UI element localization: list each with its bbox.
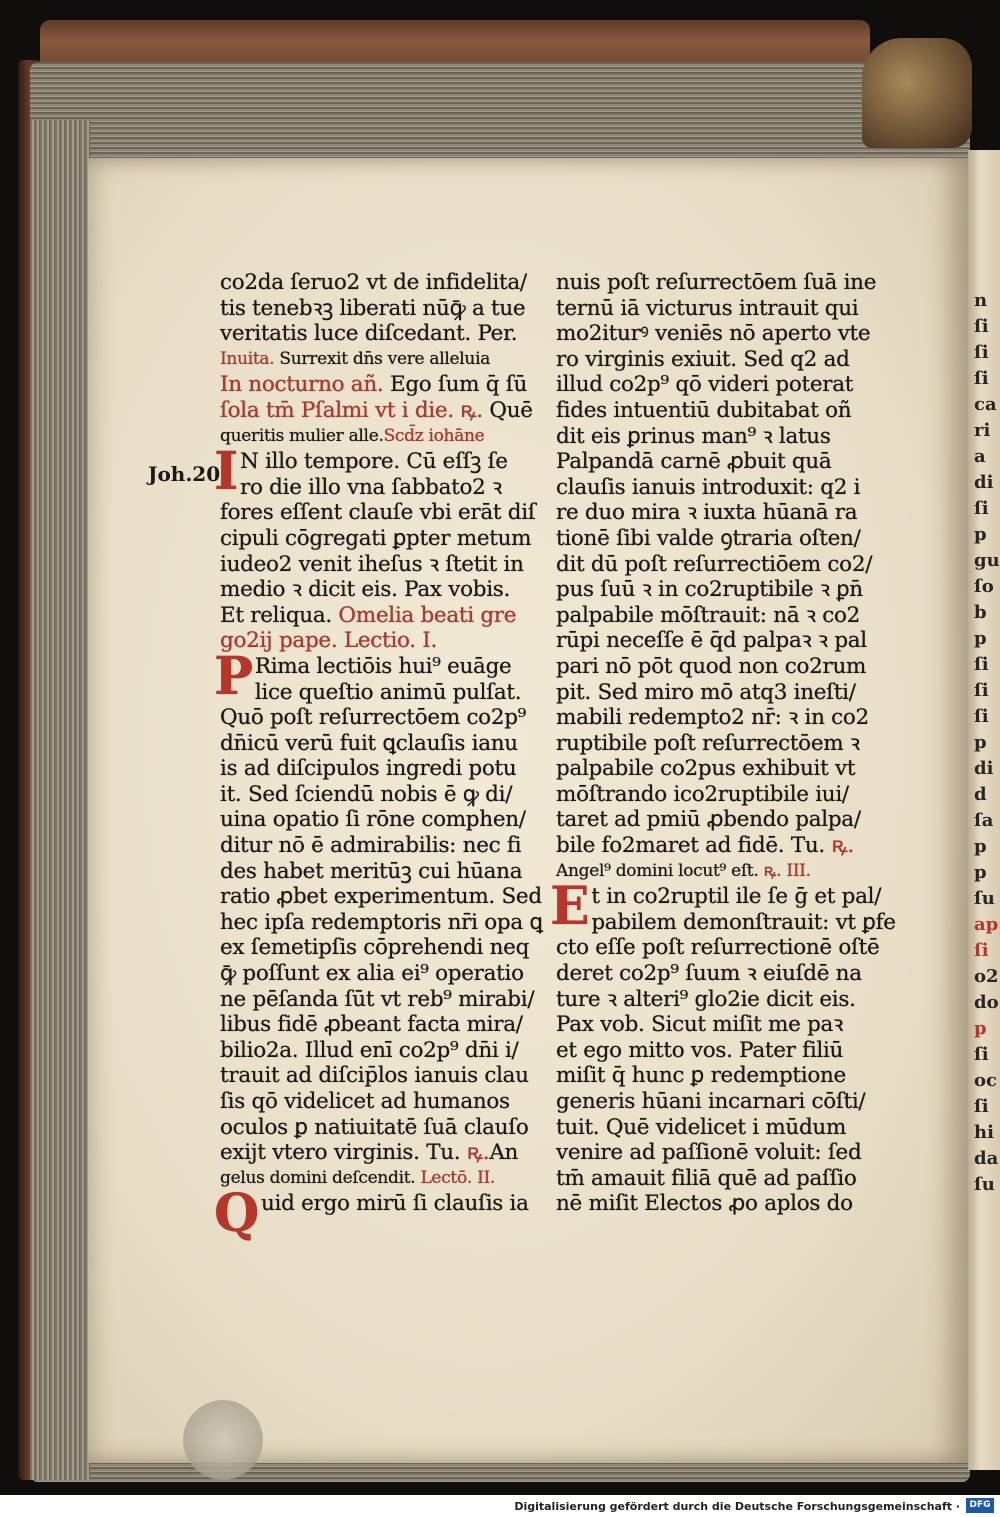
body-text: Pax vob. Sicut miſit me paꝛ <box>556 1012 843 1038</box>
facing-page-fragment: do <box>974 992 999 1013</box>
body-text: fores eſſent clauſe vbi erāt diſ <box>220 500 536 526</box>
text-line <box>556 321 881 347</box>
rubric-text: Inuita. <box>220 348 275 369</box>
footer-bar <box>0 1495 1000 1517</box>
text-line <box>556 833 881 859</box>
text-line <box>556 398 881 424</box>
body-text: cipuli cōgregati ꝑpter metum <box>220 525 532 551</box>
text-line <box>220 296 550 322</box>
facing-page-fragment: ſi <box>974 1096 989 1117</box>
text-line <box>556 859 881 885</box>
rubric-text: In nocturno añ. <box>220 372 384 398</box>
rubric-text: ꝶ. <box>824 833 854 859</box>
facing-page-fragment: p <box>974 628 987 649</box>
text-line <box>220 680 550 706</box>
facing-page-fragment: ſi <box>974 316 989 337</box>
body-text: Rima lectiōis hui⁹ euāge <box>254 653 512 679</box>
text-line <box>556 552 881 578</box>
facing-page-fragment: n <box>974 290 988 311</box>
facing-page-fragment: ſi <box>974 654 989 675</box>
drop-initial: P <box>214 645 253 707</box>
facing-page-fragment: b <box>974 602 987 623</box>
text-line <box>556 500 881 526</box>
text-line <box>220 321 550 347</box>
text-line <box>556 372 881 398</box>
body-text: rūpi neceſſe ē q̄d palpaꝛ ꝛ pal <box>556 628 867 654</box>
text-line <box>220 987 550 1013</box>
facing-page-fragment: oc <box>974 1070 997 1091</box>
text-line <box>556 807 881 833</box>
text-line <box>556 987 881 1013</box>
facing-page-fragment: di <box>974 472 994 493</box>
text-line <box>556 1038 881 1064</box>
body-text: veritatis luce diſcedant. Per. <box>220 321 518 347</box>
text-line <box>556 654 881 680</box>
text-line <box>556 1166 881 1192</box>
facing-page-fragment: hi <box>974 1122 994 1143</box>
text-line <box>556 475 881 501</box>
facing-page-fragment: ſi <box>974 940 989 961</box>
body-text: et ego mitto vos. Pater filiū <box>556 1037 844 1063</box>
facing-page-fragment: ſu <box>974 888 995 909</box>
facing-page-fragment: p <box>974 524 987 545</box>
body-text: ditur nō ē admirabilis: nec fi <box>220 833 522 859</box>
body-text: Surrexit dn̄s vere alleluia <box>274 348 491 369</box>
body-text: ratio ꝓbet experimentum. Sed <box>220 884 542 910</box>
body-text: medio ꝛ dicit eis. Pax vobis. <box>220 577 511 603</box>
text-line <box>220 424 550 450</box>
facing-page-fragment: ſi <box>974 1044 989 1065</box>
body-text: re duo mira ꝛ iuxta hūanā ra <box>556 500 858 526</box>
text-line <box>220 270 550 296</box>
facing-page-fragment: ſi <box>974 342 989 363</box>
facing-page-fragment: p <box>974 862 987 883</box>
text-line <box>220 1140 550 1166</box>
facing-page-fragment: o2 <box>974 966 999 987</box>
body-text: iudeo2 venit iheſus ꝛ ſtetit in <box>220 551 524 577</box>
body-text: mo2iturꝰ veniēs nō aperto vte <box>556 321 871 347</box>
body-text: ture ꝛ alteri⁹ glo2ie dicit eis. <box>556 986 856 1012</box>
body-text: ſis qō videlicet ad humanos <box>220 1089 510 1114</box>
text-line <box>556 296 881 322</box>
body-text: gelus domini deſcendit. <box>220 1167 416 1188</box>
facing-page-fragment: da <box>974 1148 999 1169</box>
text-line <box>556 1191 881 1217</box>
facing-page-fragment: di <box>974 758 994 779</box>
margin-note: Joh.20 <box>148 462 221 486</box>
body-text: Et reliqua. <box>220 602 332 628</box>
facing-page-fragment: ca <box>974 394 997 415</box>
body-text: taret ad pmiū ꝓbendo palpa/ <box>556 807 861 833</box>
text-line <box>220 961 550 987</box>
body-text: clauſis ianuis introduxit: q2 i <box>556 474 861 500</box>
body-text: deret co2p⁹ ſuum ꝛ eiuſdē na <box>556 961 862 987</box>
body-text: exijt vtero virginis. Tu. <box>220 1140 461 1166</box>
text-line <box>220 807 550 833</box>
text-line <box>556 705 881 731</box>
body-text: illud co2p⁹ qō videri poterat <box>556 372 854 398</box>
body-text: ro die illo vna ſabbato2 ꝛ <box>240 474 502 500</box>
facing-page-sliver <box>968 150 1000 1470</box>
text-line <box>220 756 550 782</box>
body-text: libus fidē ꝓbeant facta mira/ <box>220 1012 523 1038</box>
text-line <box>220 1089 550 1115</box>
body-text: Ego ſum q̄ ſū <box>383 372 528 398</box>
body-text: dit dū poſt reſurrectiōem co2/ <box>556 551 873 577</box>
text-line <box>556 449 881 475</box>
text-line <box>556 526 881 552</box>
drop-initial: I <box>214 441 239 503</box>
text-line <box>220 884 550 910</box>
body-text: uina opatio ſi rōne comphen/ <box>220 807 526 833</box>
body-text: palpabile co2pus exhibuit vt <box>556 756 856 782</box>
text-line <box>556 909 896 936</box>
text-line <box>220 475 550 501</box>
body-text: An <box>489 1140 519 1166</box>
facing-page-fragment: p <box>974 836 987 857</box>
body-text: generis hūani incarnari cōſti/ <box>556 1089 866 1114</box>
right-text-column <box>550 270 896 1217</box>
text-line <box>220 910 550 936</box>
drop-initial: E <box>550 876 590 938</box>
body-text: pit. Sed miro mō atq3 ineſti/ <box>556 679 856 705</box>
text-line <box>220 500 550 526</box>
text-line <box>556 1089 881 1115</box>
body-text: pabilem demonſtrauit: vt ꝑfe <box>591 909 896 935</box>
text-line <box>220 1166 550 1192</box>
body-text: dn̄icū verū fuit ꝗclauſis ianu <box>220 730 518 756</box>
body-text: lice queſtio animū pulſat. <box>254 679 522 705</box>
text-line <box>220 833 550 859</box>
body-text: ꝙ̄ poſſunt ex alia ei⁹ operatio <box>220 961 524 987</box>
body-text: Palpandā carnē ꝓbuit quā <box>556 449 832 475</box>
body-text: des habet meritūꝫ cui hūana <box>220 858 523 884</box>
body-text: nē miſit Electos ꝓo aplos do <box>556 1191 853 1217</box>
body-text: it. Sed ſciendū nobis ē ꝙ di/ <box>220 781 513 807</box>
body-text: palpabile mōſtrauit: nā ꝛ co2 <box>556 602 861 628</box>
body-text: hec ipſa redemptoris nr̄i opa ꝗ <box>220 909 543 935</box>
text-line <box>556 935 881 961</box>
text-line <box>556 270 881 296</box>
facing-page-fragment: p <box>974 732 987 753</box>
text-line <box>556 680 881 706</box>
body-text: co2da ſeruo2 vt de infidelita/ <box>220 270 527 295</box>
text-line <box>220 782 550 808</box>
facing-page-fragment: ſi <box>974 706 989 727</box>
body-text: t in co2ruptil ile ſe ḡ et pal/ <box>591 884 882 910</box>
body-text: fides intuentiū dubitabat oñ <box>556 397 852 423</box>
text-line <box>220 577 550 603</box>
left-text-column <box>214 270 550 1245</box>
body-text: tionē ſibi valde ꝯtraria oſten/ <box>556 525 861 551</box>
facing-page-fragment: ſi <box>974 498 989 519</box>
body-text: uid ergo mirū ſi clauſis ia <box>261 1191 529 1217</box>
text-line <box>220 731 550 757</box>
rubric-text: go2ij pape. Lectio. I. <box>220 628 438 654</box>
text-line <box>220 628 550 654</box>
body-text: queritis mulier alle. <box>220 425 384 446</box>
facing-page-fragment: ri <box>974 420 991 441</box>
text-line <box>220 372 550 398</box>
text-line <box>220 603 550 629</box>
text-line <box>220 347 550 373</box>
rubric-text: Omelia beati gre <box>331 602 517 628</box>
body-text: tis tenebꝛꝫ liberati nūꝙ̄ a tue <box>220 295 526 321</box>
body-text: ternū iā victurus intrauit qui <box>556 295 859 321</box>
text-line <box>556 756 881 782</box>
text-line <box>556 577 881 603</box>
text-line <box>220 1063 550 1089</box>
text-line <box>556 424 881 450</box>
body-text: mōſtrando ico2ruptibile iui/ <box>556 781 849 807</box>
page-edges-left <box>30 120 90 1480</box>
facing-page-fragment: ſu <box>974 1174 995 1195</box>
rubric-text: Scd̄z iohāne <box>383 425 485 446</box>
text-line <box>220 398 550 424</box>
body-text: tuit. Quē videlicet i mūdum <box>556 1114 847 1140</box>
dfg-logo: DFG <box>966 1498 994 1513</box>
body-text: Quē <box>482 397 533 423</box>
body-text: pus ſuū ꝛ in co2ruptibile ꝛ ꝑn̄ <box>556 577 863 603</box>
text-line <box>556 347 881 373</box>
rubric-text: Lectō. II. <box>415 1167 496 1188</box>
text-line <box>556 1115 881 1141</box>
text-line <box>220 859 550 885</box>
body-text: N illo tempore. Cū eſſꝫ ſe <box>240 449 508 475</box>
text-line <box>220 935 550 961</box>
book-clasp <box>862 38 972 148</box>
body-text: dit eis ꝑrinus man⁹ ꝛ latus <box>556 423 831 449</box>
rubric-text: ſola tm̄ Pſalmi vt i die. ꝶ. <box>220 397 483 423</box>
body-text: ruptibile poſt reſurrectōem ꝛ <box>556 730 860 756</box>
text-line <box>556 1140 881 1166</box>
text-line <box>220 705 550 731</box>
text-line <box>556 1063 881 1089</box>
facing-page-fragment: p <box>974 1018 987 1039</box>
body-text: tm̄ amauit filiā quē ad paſſio <box>556 1165 857 1191</box>
text-line <box>220 1038 550 1064</box>
rubric-text: ꝶ. <box>460 1140 490 1166</box>
rubric-text: ꝶ. III. <box>758 860 811 881</box>
body-text: pari nō pōt quod non co2rum <box>556 653 867 679</box>
body-text: nuis poſt reſurrectōem ſuā ine <box>556 270 877 295</box>
text-line <box>220 1115 550 1141</box>
text-line <box>214 1183 550 1245</box>
body-text: mabili redempto2 nr̄: ꝛ in co2 <box>556 705 869 731</box>
facing-page-fragment: ſo <box>974 576 994 597</box>
facing-page-fragment: a <box>974 446 986 467</box>
text-line <box>556 1012 881 1038</box>
body-text: Angel⁹ domini locut⁹ eſt. <box>556 860 759 881</box>
text-line <box>220 552 550 578</box>
body-text: Quō poſt reſurrectōem co2p⁹ <box>220 705 526 731</box>
body-text: oculos ꝑ natiuitatē ſuā clauſo <box>220 1114 529 1140</box>
text-line <box>220 1012 550 1038</box>
text-line <box>556 628 881 654</box>
text-line <box>556 961 881 987</box>
facing-page-fragment: gu <box>974 550 1000 571</box>
body-text: cto eſſe poſt reſurrectionē oſtē <box>556 935 880 961</box>
text-line <box>556 782 881 808</box>
facing-page-fragment: ap <box>974 914 999 935</box>
facing-page-fragment: d <box>974 784 987 805</box>
body-text: ex ſemetipſis cōprehendi neq <box>220 935 530 961</box>
page-stain <box>183 1400 263 1480</box>
body-text: ro virginis exiuit. Sed q2 ad <box>556 346 850 372</box>
facing-page-fragment: ſa <box>974 810 994 831</box>
body-text: miſit q̄ hunc ꝑ redemptione <box>556 1063 846 1089</box>
text-line <box>220 526 550 552</box>
footer-text: Digitalisierung gefördert durch die Deutsche Forschungsgemeinschaft · <box>514 1500 960 1513</box>
body-text: venire ad paſſionē voluit: ſed <box>556 1140 862 1166</box>
body-text: bilio2a. Illud enī co2p⁹ dn̄i i/ <box>220 1037 519 1063</box>
body-text: bile fo2maret ad fidē. Tu. <box>556 833 825 859</box>
text-line <box>556 731 881 757</box>
body-text: ne pēſanda ſūt vt reb⁹ mirabi/ <box>220 986 535 1012</box>
facing-page-fragment: ſi <box>974 680 989 701</box>
facing-page-fragment: ſi <box>974 368 989 389</box>
body-text: trauit ad diſcip̄los ianuis clau <box>220 1063 529 1089</box>
drop-initial: Q <box>214 1183 259 1245</box>
text-line <box>556 603 881 629</box>
body-text: is ad diſcipulos ingredi potu <box>220 756 517 782</box>
